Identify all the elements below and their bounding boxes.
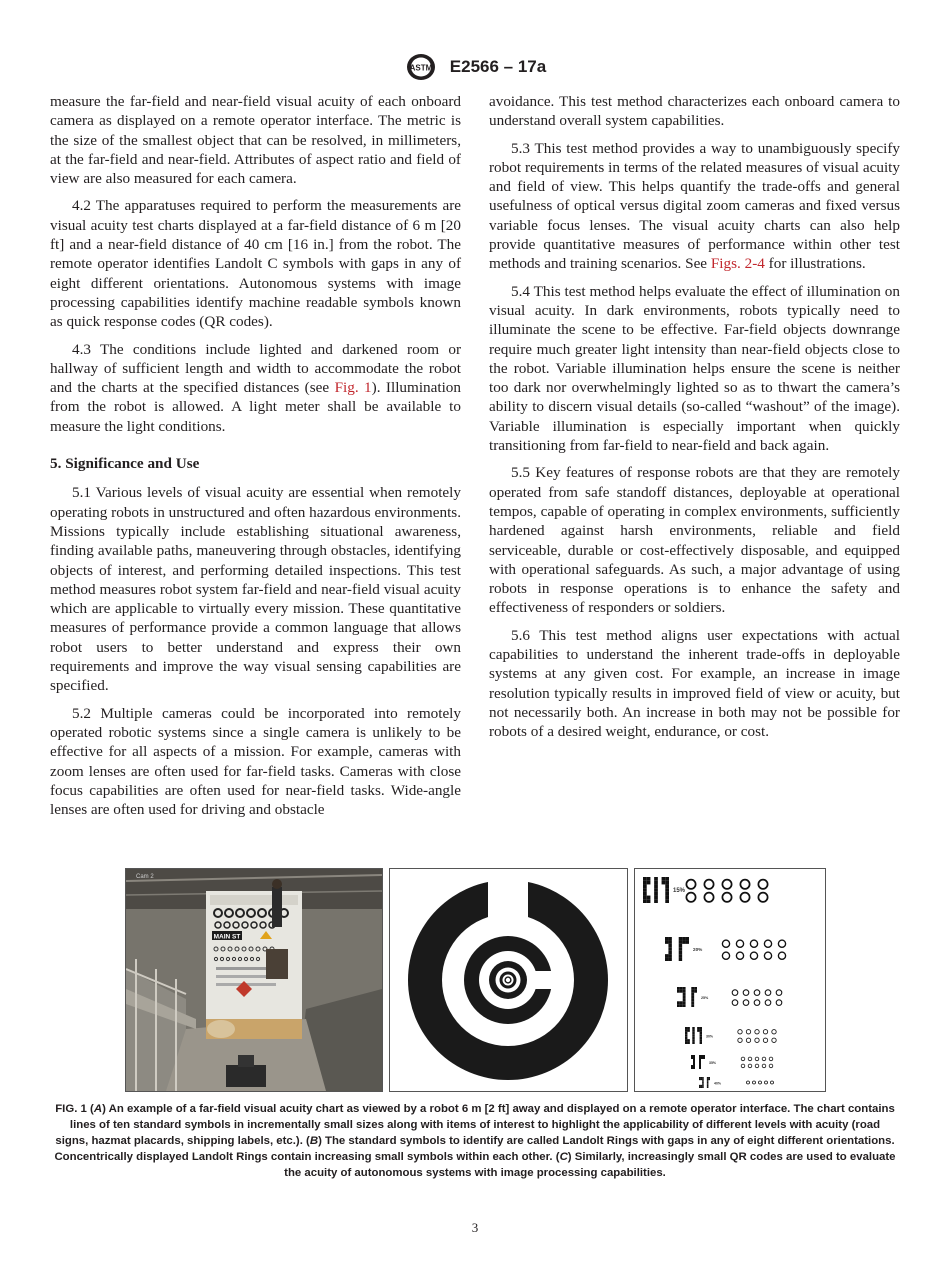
- right-column: [489, 92, 900, 750]
- caption-panel-b: B: [309, 1135, 319, 1147]
- paragraph-4-1-continued: measure the far-field and near-field visual acuity of each onboard camera as displayed on a remote operator interface. The metric is the size of the smallest object that can be resolved, in millimeters, at the far-field and near-field. Attributes of aspect ratio and field of view are also measured for each camera.: [50, 93, 461, 188]
- figure-1: [125, 868, 825, 1092]
- figs-2-4-link[interactable]: Figs. 2-4: [710, 255, 765, 273]
- warehouse-scene-image: [126, 869, 382, 1091]
- figure-1-caption: [52, 1101, 898, 1181]
- left-column: [50, 92, 461, 827]
- paragraph-4-2: 4.2 The apparatuses required to perform the measurements are visual acuity test charts displayed at a far-field distance of 6 m [20 ft] and a near-field distance of 40 cm [16 in.] from the robot. The remote operator identifies Landolt C symbols with gaps in any of eight different orientations. Autonomous systems with image processing capabilities identify machine readable symbols known as quick response codes (QR codes).: [50, 197, 461, 331]
- paragraph-4-3-text-end: ). Illumination from the robot is allowed. A light meter shall be available to measure the light conditions.: [50, 379, 461, 435]
- paragraph-5-2-continued: avoidance. This test method characterizes each onboard camera to understand overall system capabilities.: [489, 93, 900, 130]
- paragraph-5-2: 5.2 Multiple cameras could be incorporated into remotely operated robotic systems since a single camera is unlikely to be effective for all aspects of a mission. For example, cameras with zoom lenses are often used for far-field tasks. Cameras with close focus capabilities are often used for near-field tasks. Wide-angle lenses are often used for driving and obstacle: [50, 704, 461, 819]
- qr-percent-label: 25%: [701, 996, 709, 1000]
- main-st-sign: MAIN ST: [213, 933, 241, 941]
- paragraph-5-6: 5.6 This test method aligns user expectations with actual capabilities to understand the inherent trade-offs in deployable systems at any given cost. For example, an increase in image resolution typically results in improved field of view or acuity, but not necessarily both. An increase in both may not be possible for robots of a desired weight, endurance, or cost.: [489, 626, 900, 741]
- qr-code: [691, 1055, 705, 1069]
- paragraph-5-3-text-end: for illustrations.: [764, 255, 866, 273]
- svg-text:ASTM: ASTM: [409, 63, 433, 73]
- qr-percent-label: 40%: [714, 1081, 722, 1086]
- overlay-label: Cam 2: [136, 874, 154, 880]
- qr-code: [685, 1027, 702, 1044]
- caption-text-3: ) Similarly, increasingly small QR codes are used to evaluate the acuity of autonomous systems with image processing capabilities.: [284, 1151, 896, 1179]
- paragraph-5-3-text: 5.3 This test method provides a way to unambiguously specify robot requirements in terms of the related measures of visual acuity and field of view. This helps quantify the trade-offs and general usefulness of optical versus digital zoom cameras and fixed versus variable focus lenses. The visual acuity charts can also help provide quantitative measures of performance within other test methods and training scenarios. See: [489, 139, 900, 273]
- paragraph-5-3: [489, 139, 900, 274]
- qr-code: [643, 877, 669, 903]
- page-number: 3: [471, 1220, 479, 1235]
- qr-code: [699, 1077, 710, 1088]
- qr-percent-label: 35%: [709, 1061, 717, 1065]
- fig-1-link[interactable]: Fig. 1: [334, 379, 372, 397]
- figure-1b-landolt-rings: [389, 868, 628, 1092]
- caption-text-1: ) An example of a far-field visual acuity chart as viewed by a robot 6 m [2 ft] away and displayed on a remote operator interface. The chart contains lines of ten standard symbols in incrementally small sizes along with items of interest to highlight the applicability of different levels with acuity (road signs, hazmat placards, shipping labels, etc.). (: [55, 1103, 895, 1147]
- qr-code: [665, 937, 689, 961]
- landolt-rings-graphic: [390, 869, 627, 1091]
- caption-panel-a: A: [93, 1103, 103, 1115]
- qr-code: [677, 987, 697, 1007]
- paragraph-5-4: 5.4 This test method helps evaluate the effect of illumination on visual acuity. In dark environments, robots typically need to illuminate the scene to be effective. Far-field objects downrange require much greater light intensity than near-field objects close to the robot. Variable illumination helps ensure the scene is neither too dark nor overwhelmingly lighted so as to thwart the camera’s ability to discern visual details (so-called “washout” of the image). Variable illumination is especially important when quickly transitioning from far-field to near-field and back again.: [489, 282, 900, 455]
- figure-1c-qr-chart: [634, 868, 826, 1092]
- qr-percent-label: 20%: [693, 947, 703, 952]
- page-header: [0, 52, 950, 82]
- paragraph-4-3: [50, 340, 461, 436]
- qr-percent-label: 30%: [706, 1034, 714, 1039]
- caption-text-2: ) The standard symbols to identify are called Landolt Rings with gaps in any of eight different orientations. Concentrically displayed Landolt Rings contain increasing small symbols within each other. (: [54, 1135, 895, 1163]
- qr-acuity-chart-graphic: [635, 869, 825, 1091]
- qr-percent-label: 15%: [673, 888, 685, 894]
- paragraph-5-1: 5.1 Various levels of visual acuity are essential when remotely operating robots in unstructured and often hazardous environments. Missions typically include establishing situational awareness, finding available paths, maneuvering through obstacles, identifying objects of interest, and performing detailed inspections. This test method measures robot system far-field and near-field visual acuity which are applicable to virtually every mission. These quantitative measures of performance provide a common language that allows robot users to better understand and express their own requirements and improve the way visual sensing capabilities are specified.: [50, 484, 461, 695]
- section-5-heading: 5. Significance and Use: [50, 455, 200, 473]
- paragraph-4-3-text: 4.3 The conditions include lighted and darkened room or hallway of sufficient length and width to accommodate the robot and the charts at the specified distances (see: [50, 340, 461, 397]
- caption-fig-label: FIG. 1 (: [55, 1103, 94, 1115]
- figure-1a-photo: [125, 868, 383, 1092]
- caption-panel-c: C: [559, 1151, 568, 1163]
- paragraph-5-5: 5.5 Key features of response robots are that they are remotely operated from safe standoff distances, deployable at operational tempos, capable of operating in complex environments, sufficiently hardened against harsh environments, reliable and field serviceable, durable or cost-effectively disposable, and equipped with operational safeguards. As such, a major advantage of using robots in response operations is to enhance the safety and effectiveness of responders or soldiers.: [489, 464, 900, 617]
- standard-designation: E2566 – 17a: [449, 57, 547, 76]
- astm-logo-icon: [404, 52, 438, 82]
